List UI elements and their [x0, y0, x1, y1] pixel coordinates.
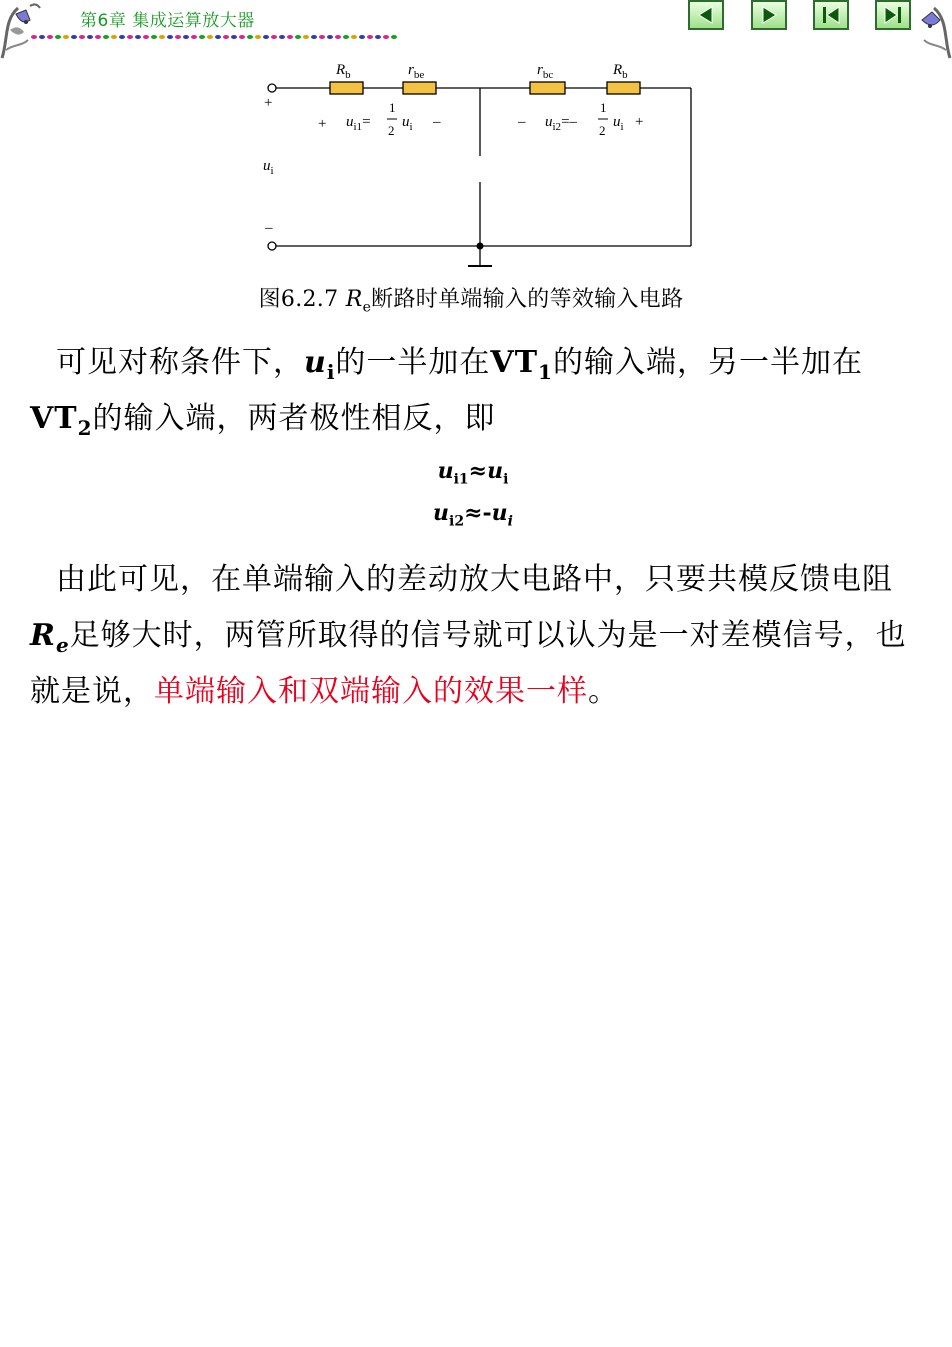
equivalent-input-circuit-diagram — [250, 52, 700, 277]
divider-dot — [95, 35, 101, 39]
f2-rhs: u — [491, 500, 508, 526]
divider-dot — [247, 35, 253, 39]
resistor-rb-left — [330, 82, 363, 94]
divider-dot — [231, 35, 237, 39]
divider-dot — [295, 35, 301, 39]
p1-vt2-sub: 2 — [77, 416, 93, 440]
f2-lhs-sub: i2 — [449, 513, 465, 530]
f1-lhs: u — [437, 458, 454, 484]
p1-text-4: 的输入端，两者极性相反，即 — [92, 401, 496, 436]
figure-caption — [0, 282, 952, 315]
ui2-fraction-denominator: 2 — [599, 123, 606, 138]
divider-dot — [191, 35, 197, 39]
resistor-rbe — [403, 82, 436, 94]
caption-text: 断路时单端输入的等效输入电路 — [371, 287, 684, 312]
p2-text-3: 。 — [588, 674, 619, 709]
label-ui2: $u_{i2}=-$ — [545, 114, 578, 133]
label-rb-right: $R_b$ — [613, 62, 628, 81]
p2-text-1: 由此可见，在单端输入的差动放大电路中，只要共模反馈电阻 — [56, 562, 893, 597]
f2-lhs: u — [433, 500, 450, 526]
resistor-rbc — [530, 82, 565, 94]
label-ui: $u_i$ — [263, 158, 274, 177]
decorative-bell-ornament-right — [892, 0, 952, 62]
p1-text-2: 的一半加在 — [335, 345, 491, 380]
divider-dot — [327, 35, 333, 39]
ui1-minus-sign: – — [433, 114, 441, 130]
decorative-bell-ornament-left — [0, 0, 60, 62]
next-page-button[interactable] — [751, 0, 787, 30]
divider-dot — [223, 35, 229, 39]
p1-vt2: VT — [30, 401, 78, 436]
divider-dot — [151, 35, 157, 39]
skip-to-first-icon — [815, 2, 847, 28]
divider-dot — [31, 35, 37, 39]
divider-dot — [167, 35, 173, 39]
divider-dot — [55, 35, 61, 39]
p2-text-2: 足够大时，两管所取得的信号就可以认为是一对差模信号，也就是说， — [30, 618, 907, 709]
f1-operator: ≈ — [468, 458, 488, 484]
divider-dot — [39, 35, 45, 39]
resistor-rb-right — [607, 82, 640, 94]
divider-dot — [287, 35, 293, 39]
divider-dot — [375, 35, 381, 39]
f1-rhs-sub: i — [503, 471, 509, 488]
ui1-fraction-denominator: 2 — [388, 123, 395, 138]
ui1-tail: $u_i$ — [402, 114, 413, 133]
divider-dot — [255, 35, 261, 39]
chapter-title: 第6章 集成运算放大器 — [80, 11, 255, 31]
p1-text-1: 可见对称条件下， — [56, 345, 304, 380]
p2-var-re-sub: e — [55, 633, 70, 657]
divider-dot — [207, 35, 213, 39]
label-rb-left: $R_b$ — [336, 62, 351, 81]
divider-dot — [263, 35, 269, 39]
f1-rhs: u — [487, 458, 504, 484]
divider-dot — [71, 35, 77, 39]
caption-variable: R — [345, 287, 363, 312]
divider-dot — [239, 35, 245, 39]
p2-highlight: 单端输入和双端输入的效果一样 — [154, 674, 588, 709]
divider-dot — [87, 35, 93, 39]
p1-vt1-sub: 1 — [538, 360, 553, 384]
divider-dot — [279, 35, 285, 39]
paragraph-symmetric-condition — [30, 335, 920, 447]
triangle-right-icon — [753, 2, 785, 28]
divider-dot — [351, 35, 357, 39]
label-ui1: $u_{i1}=$ — [346, 114, 371, 133]
divider-dot — [111, 35, 117, 39]
divider-dot — [119, 35, 125, 39]
previous-page-button[interactable] — [688, 0, 724, 30]
divider-dot — [335, 35, 341, 39]
divider-dot — [63, 35, 69, 39]
formula-ui1 — [0, 458, 952, 488]
caption-prefix: 图6.2.7 — [258, 287, 346, 312]
divider-dot — [183, 35, 189, 39]
divider-dot — [215, 35, 221, 39]
divider-dot — [319, 35, 325, 39]
divider-dot — [311, 35, 317, 39]
paragraph-conclusion — [30, 552, 920, 720]
divider-dot — [303, 35, 309, 39]
decorative-dotted-divider — [30, 32, 400, 42]
divider-dot — [103, 35, 109, 39]
p2-var-re: R — [30, 618, 56, 653]
terminal-minus-sign: – — [265, 220, 273, 236]
p1-text-3: 的输入端，另一半加在 — [552, 345, 863, 380]
caption-subscript: e — [362, 299, 372, 316]
f1-lhs-sub: i1 — [453, 471, 469, 488]
divider-dot — [159, 35, 165, 39]
divider-dot — [127, 35, 133, 39]
p1-vt1: VT — [490, 345, 539, 380]
divider-dot — [143, 35, 149, 39]
circuit-wires — [275, 88, 691, 266]
ui2-plus-sign: + — [635, 114, 644, 130]
junction-node — [477, 243, 484, 250]
divider-dot — [367, 35, 373, 39]
ui2-minus-sign: – — [518, 114, 526, 130]
divider-dot — [199, 35, 205, 39]
f2-operator: ≈- — [464, 500, 492, 526]
divider-dot — [79, 35, 85, 39]
divider-dot — [271, 35, 277, 39]
ui1-fraction-numerator: 1 — [389, 100, 396, 115]
formula-ui2 — [0, 500, 952, 530]
label-rbc: $r_{bc}$ — [537, 62, 554, 81]
p1-var-ui: u — [304, 345, 327, 380]
input-terminal-bottom — [268, 242, 276, 250]
divider-dot — [135, 35, 141, 39]
ui2-fraction-numerator: 1 — [600, 100, 607, 115]
input-terminal-top — [268, 84, 276, 92]
ui2-tail: $u_i$ — [613, 114, 624, 133]
divider-dot — [47, 35, 53, 39]
divider-dot — [359, 35, 365, 39]
divider-dot — [391, 35, 397, 39]
divider-dot — [175, 35, 181, 39]
label-rbe: $r_{be}$ — [408, 62, 425, 81]
terminal-plus-sign: + — [264, 95, 273, 111]
divider-dot — [343, 35, 349, 39]
triangle-left-icon — [690, 2, 722, 28]
f2-rhs-sub: i — [507, 513, 513, 530]
ui1-plus-sign: + — [318, 116, 327, 132]
divider-dot — [383, 35, 389, 39]
first-page-button[interactable] — [813, 0, 849, 30]
p1-var-ui-sub: i — [326, 360, 336, 384]
